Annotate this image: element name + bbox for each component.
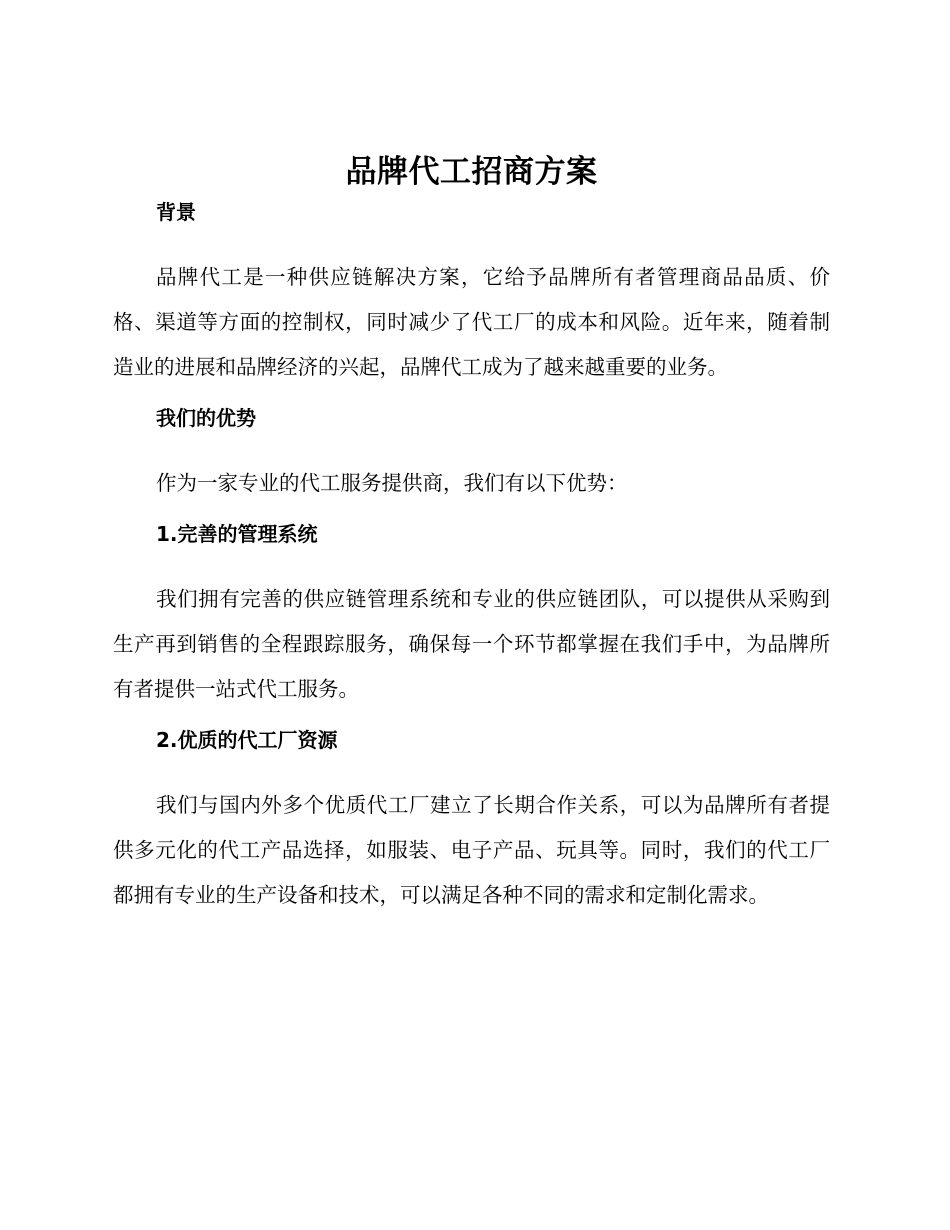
section-advantages (113, 404, 830, 506)
section-heading: 2.优质的代工厂资源 (156, 728, 338, 752)
section-management-system (113, 520, 830, 712)
document-title: 品牌代工招商方案 (345, 154, 598, 190)
section-paragraph: 作为一家专业的代工服务提供商，我们有以下优势： (156, 471, 628, 495)
section-paragraph: 我们与国内外多个优质代工厂建立了长期合作关系，可以为品牌所有者提供多元化的代工产品选择，如服装、电子产品、玩具等。同时，我们的代工厂都拥有专业的生产设备和技术，可以满足各种不同的需求和定制化需求。 (113, 793, 830, 907)
section-paragraph: 我们拥有完善的供应链管理系统和专业的供应链团队，可以提供从采购到生产再到销售的全程跟踪服务，确保每一个环节都掌握在我们手中，为品牌所有者提供一站式代工服务。 (113, 587, 830, 701)
document-body (113, 150, 830, 932)
section-paragraph: 品牌代工是一种供应链解决方案，它给予品牌所有者管理商品品质、价格、渠道等方面的控制权，同时减少了代工厂的成本和风险。近年来，随着制造业的进展和品牌经济的兴起，品牌代工成为了越来越重要的业务。 (113, 265, 830, 379)
section-heading: 背景 (156, 200, 196, 224)
section-factory-resources (113, 726, 830, 918)
section-heading: 1.完善的管理系统 (156, 522, 318, 546)
section-background (113, 198, 830, 390)
section-heading: 我们的优势 (156, 406, 256, 430)
